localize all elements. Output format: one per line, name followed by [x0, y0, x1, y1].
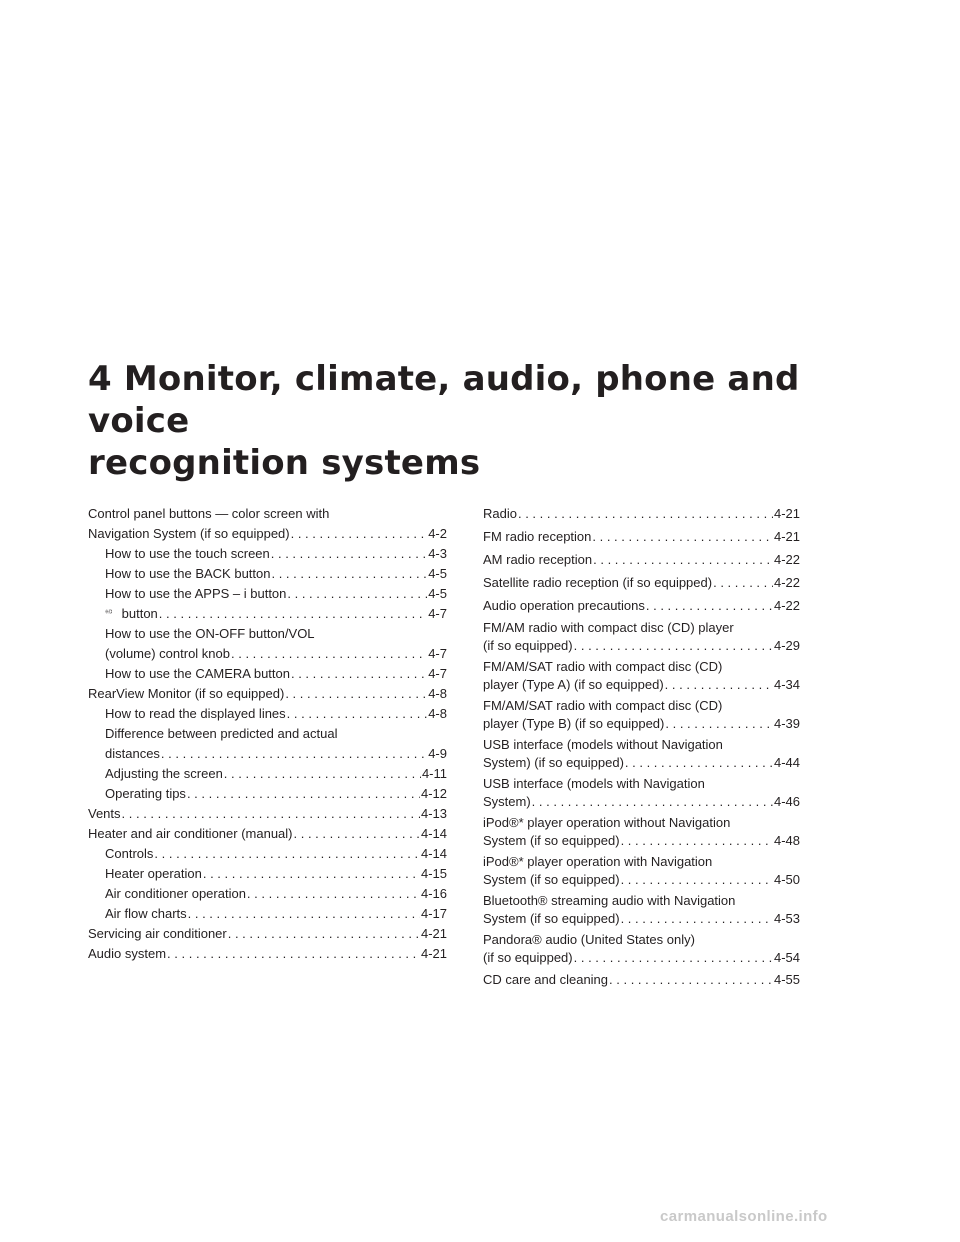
toc-entry-label: (if so equipped) — [483, 950, 573, 965]
toc-page-number: 4-22 — [773, 598, 800, 613]
toc-page-number: 4-11 — [421, 766, 447, 781]
toc-page-number: 4-34 — [773, 677, 800, 692]
toc-entry[interactable] — [483, 658, 800, 694]
toc-entry-label: (if so equipped) — [483, 638, 573, 653]
toc-page-number: 4-16 — [420, 886, 447, 901]
toc-entry-label: System) (if so equipped) — [483, 755, 624, 770]
toc-entry[interactable] — [88, 844, 447, 864]
toc-entry[interactable] — [88, 724, 447, 764]
toc-leader-dots — [291, 524, 428, 544]
toc-leader-dots — [161, 744, 427, 764]
toc-page-number: 4-44 — [773, 755, 800, 770]
toc-entry[interactable] — [483, 697, 800, 733]
toc-leader-dots — [287, 584, 427, 604]
toc-entry[interactable] — [483, 970, 800, 990]
toc-leader-dots — [621, 832, 773, 850]
toc-page-number: 4-9 — [428, 746, 447, 761]
toc-entry[interactable] — [483, 931, 800, 967]
toc-leader-dots — [285, 684, 427, 704]
toc-leader-dots — [518, 504, 773, 524]
toc-leader-dots — [625, 754, 773, 772]
toc-page-number: 4-5 — [428, 566, 447, 581]
toc-entry[interactable] — [88, 504, 447, 544]
toc-entry-label: Heater operation — [105, 866, 202, 881]
toc-page-number: 4-50 — [773, 872, 800, 887]
toc-leader-dots — [122, 804, 420, 824]
toc-entry-label: How to use the ON-OFF button/VOL — [105, 626, 315, 641]
toc-page-number: 4-8 — [428, 686, 447, 701]
toc-entry-label: Audio system — [88, 946, 167, 961]
toc-page-number: 4-21 — [420, 926, 447, 941]
toc-page-number: 4-7 — [428, 646, 447, 661]
toc-entry-label: FM/AM/SAT radio with compact disc (CD) — [483, 698, 723, 713]
toc-entry-label: FM radio reception — [483, 529, 592, 544]
toc-leader-dots — [271, 564, 427, 584]
toc-leader-dots — [665, 676, 773, 694]
toc-page-number: 4-48 — [773, 833, 800, 848]
toc-entry[interactable] — [88, 624, 447, 664]
toc-leader-dots — [574, 949, 773, 967]
toc-entry[interactable] — [483, 504, 800, 524]
toc-entry-label: Navigation System (if so equipped) — [88, 526, 290, 541]
toc-entry[interactable] — [88, 904, 447, 924]
toc-page-number: 4-53 — [773, 911, 800, 926]
toc-entry-label: How to use the BACK button — [105, 566, 271, 581]
toc-page-number: 4-5 — [428, 586, 447, 601]
toc-entry[interactable] — [88, 584, 447, 604]
toc-page-number: 4-39 — [773, 716, 800, 731]
toc-entry-label: RearView Monitor (if so equipped) — [88, 686, 285, 701]
toc-entry-label: Adjusting the screen — [105, 766, 223, 781]
toc-page-number: 4-22 — [773, 552, 800, 567]
toc-page-number: 4-54 — [773, 950, 800, 965]
toc-entry-label: How to use the touch screen — [105, 546, 270, 561]
toc-entry[interactable] — [88, 784, 447, 804]
toc-page-number: 4-21 — [773, 506, 800, 521]
toc-entry-label: Vents — [88, 806, 121, 821]
toc-leader-dots — [294, 824, 420, 844]
toc-leader-dots — [224, 764, 421, 784]
toc-entry-label: System) — [483, 794, 531, 809]
toc-leader-dots — [203, 864, 420, 884]
toc-entry[interactable] — [483, 853, 800, 889]
toc-leader-dots — [159, 604, 427, 624]
toc-leader-dots — [609, 970, 773, 990]
toc-page-number: 4-22 — [773, 575, 800, 590]
toc-entry-label: System (if so equipped) — [483, 833, 620, 848]
toc-entry-label: AM radio reception — [483, 552, 593, 567]
chapter-title-line-1: 4 Monitor, climate, audio, phone and voice — [88, 359, 800, 441]
toc-entry[interactable] — [88, 664, 447, 684]
toc-page-number: 4-7 — [428, 666, 447, 681]
brightness-sun-moon-icon — [105, 605, 112, 618]
toc-entry-label: distances — [105, 746, 160, 761]
toc-leader-dots — [154, 844, 420, 864]
toc-page-number: 4-12 — [420, 786, 447, 801]
toc-entry[interactable] — [483, 775, 800, 811]
toc-entry-label: Radio — [483, 506, 517, 521]
toc-page-number: 4-55 — [773, 972, 800, 987]
toc-leader-dots — [247, 884, 420, 904]
toc-leader-dots — [187, 784, 420, 804]
toc-entry-label: How to read the displayed lines — [105, 706, 286, 721]
toc-entry[interactable] — [483, 814, 800, 850]
toc-entry[interactable] — [88, 804, 447, 824]
toc-entry-label: Difference between predicted and actual — [105, 726, 338, 741]
toc-entry-label: Heater and air conditioner (manual) — [88, 826, 293, 841]
toc-page-number: 4-2 — [428, 526, 447, 541]
toc-page-number: 4-21 — [773, 529, 800, 544]
toc-entry[interactable] — [88, 684, 447, 704]
toc-leader-dots — [231, 644, 427, 664]
toc-leader-dots — [574, 637, 773, 655]
toc-entry-label: Bluetooth® streaming audio with Navigation — [483, 893, 736, 908]
toc-entry-label: Control panel buttons — color screen with — [88, 506, 330, 521]
toc-leader-dots — [592, 527, 773, 547]
toc-entry[interactable] — [88, 604, 447, 624]
toc-entry[interactable] — [483, 596, 800, 616]
footer-watermark: carmanualsonline.info — [660, 1208, 828, 1225]
toc-entry[interactable] — [88, 824, 447, 844]
toc-entry-label: Audio operation precautions — [483, 598, 645, 613]
toc-page-number: 4-3 — [428, 546, 447, 561]
toc-entry-label: Controls — [105, 846, 154, 861]
chapter-title — [88, 358, 908, 484]
toc-leader-dots — [167, 944, 420, 964]
toc-leader-dots — [271, 544, 427, 564]
toc-page-number: 4-7 — [428, 606, 447, 621]
toc-entry-label: Air flow charts — [105, 906, 187, 921]
toc-entry[interactable] — [483, 527, 800, 547]
toc-entry[interactable] — [88, 924, 447, 944]
toc-page-number: 4-15 — [420, 866, 447, 881]
toc-entry[interactable] — [88, 864, 447, 884]
toc-entry-label: iPod®* player operation without Navigation — [483, 815, 731, 830]
toc-page-number: 4-21 — [420, 946, 447, 961]
toc-entry[interactable] — [88, 704, 447, 724]
toc-entry-label: How to use the CAMERA button — [105, 666, 290, 681]
toc-entry-label: USB interface (models without Navigation — [483, 737, 723, 752]
toc-page-number: 4-8 — [428, 706, 447, 721]
toc-entry-label: System (if so equipped) — [483, 911, 620, 926]
toc-right-column — [483, 504, 800, 990]
toc-page-number: 4-17 — [420, 906, 447, 921]
toc-entry-label: USB interface (models with Navigation — [483, 776, 705, 791]
toc-entry[interactable] — [483, 550, 800, 570]
toc-entry[interactable] — [88, 544, 447, 564]
toc-entry[interactable] — [483, 573, 800, 593]
toc-entry[interactable] — [483, 736, 800, 772]
toc-entry-label: Operating tips — [105, 786, 186, 801]
toc-page-number: 4-46 — [773, 794, 800, 809]
toc-page-number: 4-14 — [420, 846, 447, 861]
toc-entry-label: iPod®* player operation with Navigation — [483, 854, 713, 869]
toc-entry-label: (volume) control knob — [105, 646, 230, 661]
toc-leader-dots — [228, 924, 420, 944]
toc-entry-label: System (if so equipped) — [483, 872, 620, 887]
toc-entry-label: Satellite radio reception (if so equipped) — [483, 575, 713, 590]
toc-entry-label: CD care and cleaning — [483, 972, 609, 987]
toc-leader-dots — [291, 664, 427, 684]
toc-entry-label: player (Type A) (if so equipped) — [483, 677, 664, 692]
chapter-title-line-2: recognition systems — [88, 443, 481, 483]
toc-entry[interactable] — [88, 764, 447, 784]
toc-leader-dots — [665, 715, 773, 733]
toc-entry-label: FM/AM radio with compact disc (CD) player — [483, 620, 734, 635]
toc-leader-dots — [621, 910, 773, 928]
toc-entry[interactable] — [483, 892, 800, 928]
toc-entry[interactable] — [88, 564, 447, 584]
toc-left-column — [88, 504, 447, 964]
toc-leader-dots — [532, 793, 773, 811]
toc-entry-label: Air conditioner operation — [105, 886, 246, 901]
toc-entry[interactable] — [483, 619, 800, 655]
toc-leader-dots — [593, 550, 773, 570]
toc-entry-label: Pandora® audio (United States only) — [483, 932, 695, 947]
toc-page-number: 4-13 — [420, 806, 447, 821]
toc-leader-dots — [713, 573, 773, 593]
toc-entry-label: Servicing air conditioner — [88, 926, 227, 941]
toc-entry[interactable] — [88, 944, 447, 964]
toc-entry[interactable] — [88, 884, 447, 904]
toc-page-number: 4-29 — [773, 638, 800, 653]
toc-entry-label: FM/AM/SAT radio with compact disc (CD) — [483, 659, 723, 674]
toc-entry-label: How to use the APPS – i button — [105, 586, 287, 601]
toc-leader-dots — [287, 704, 428, 724]
toc-page-number: 4-14 — [420, 826, 447, 841]
toc-entry-label: player (Type B) (if so equipped) — [483, 716, 665, 731]
toc-leader-dots — [646, 596, 773, 616]
toc-entry-label: button — [121, 606, 158, 621]
toc-leader-dots — [188, 904, 420, 924]
toc-leader-dots — [621, 871, 773, 889]
